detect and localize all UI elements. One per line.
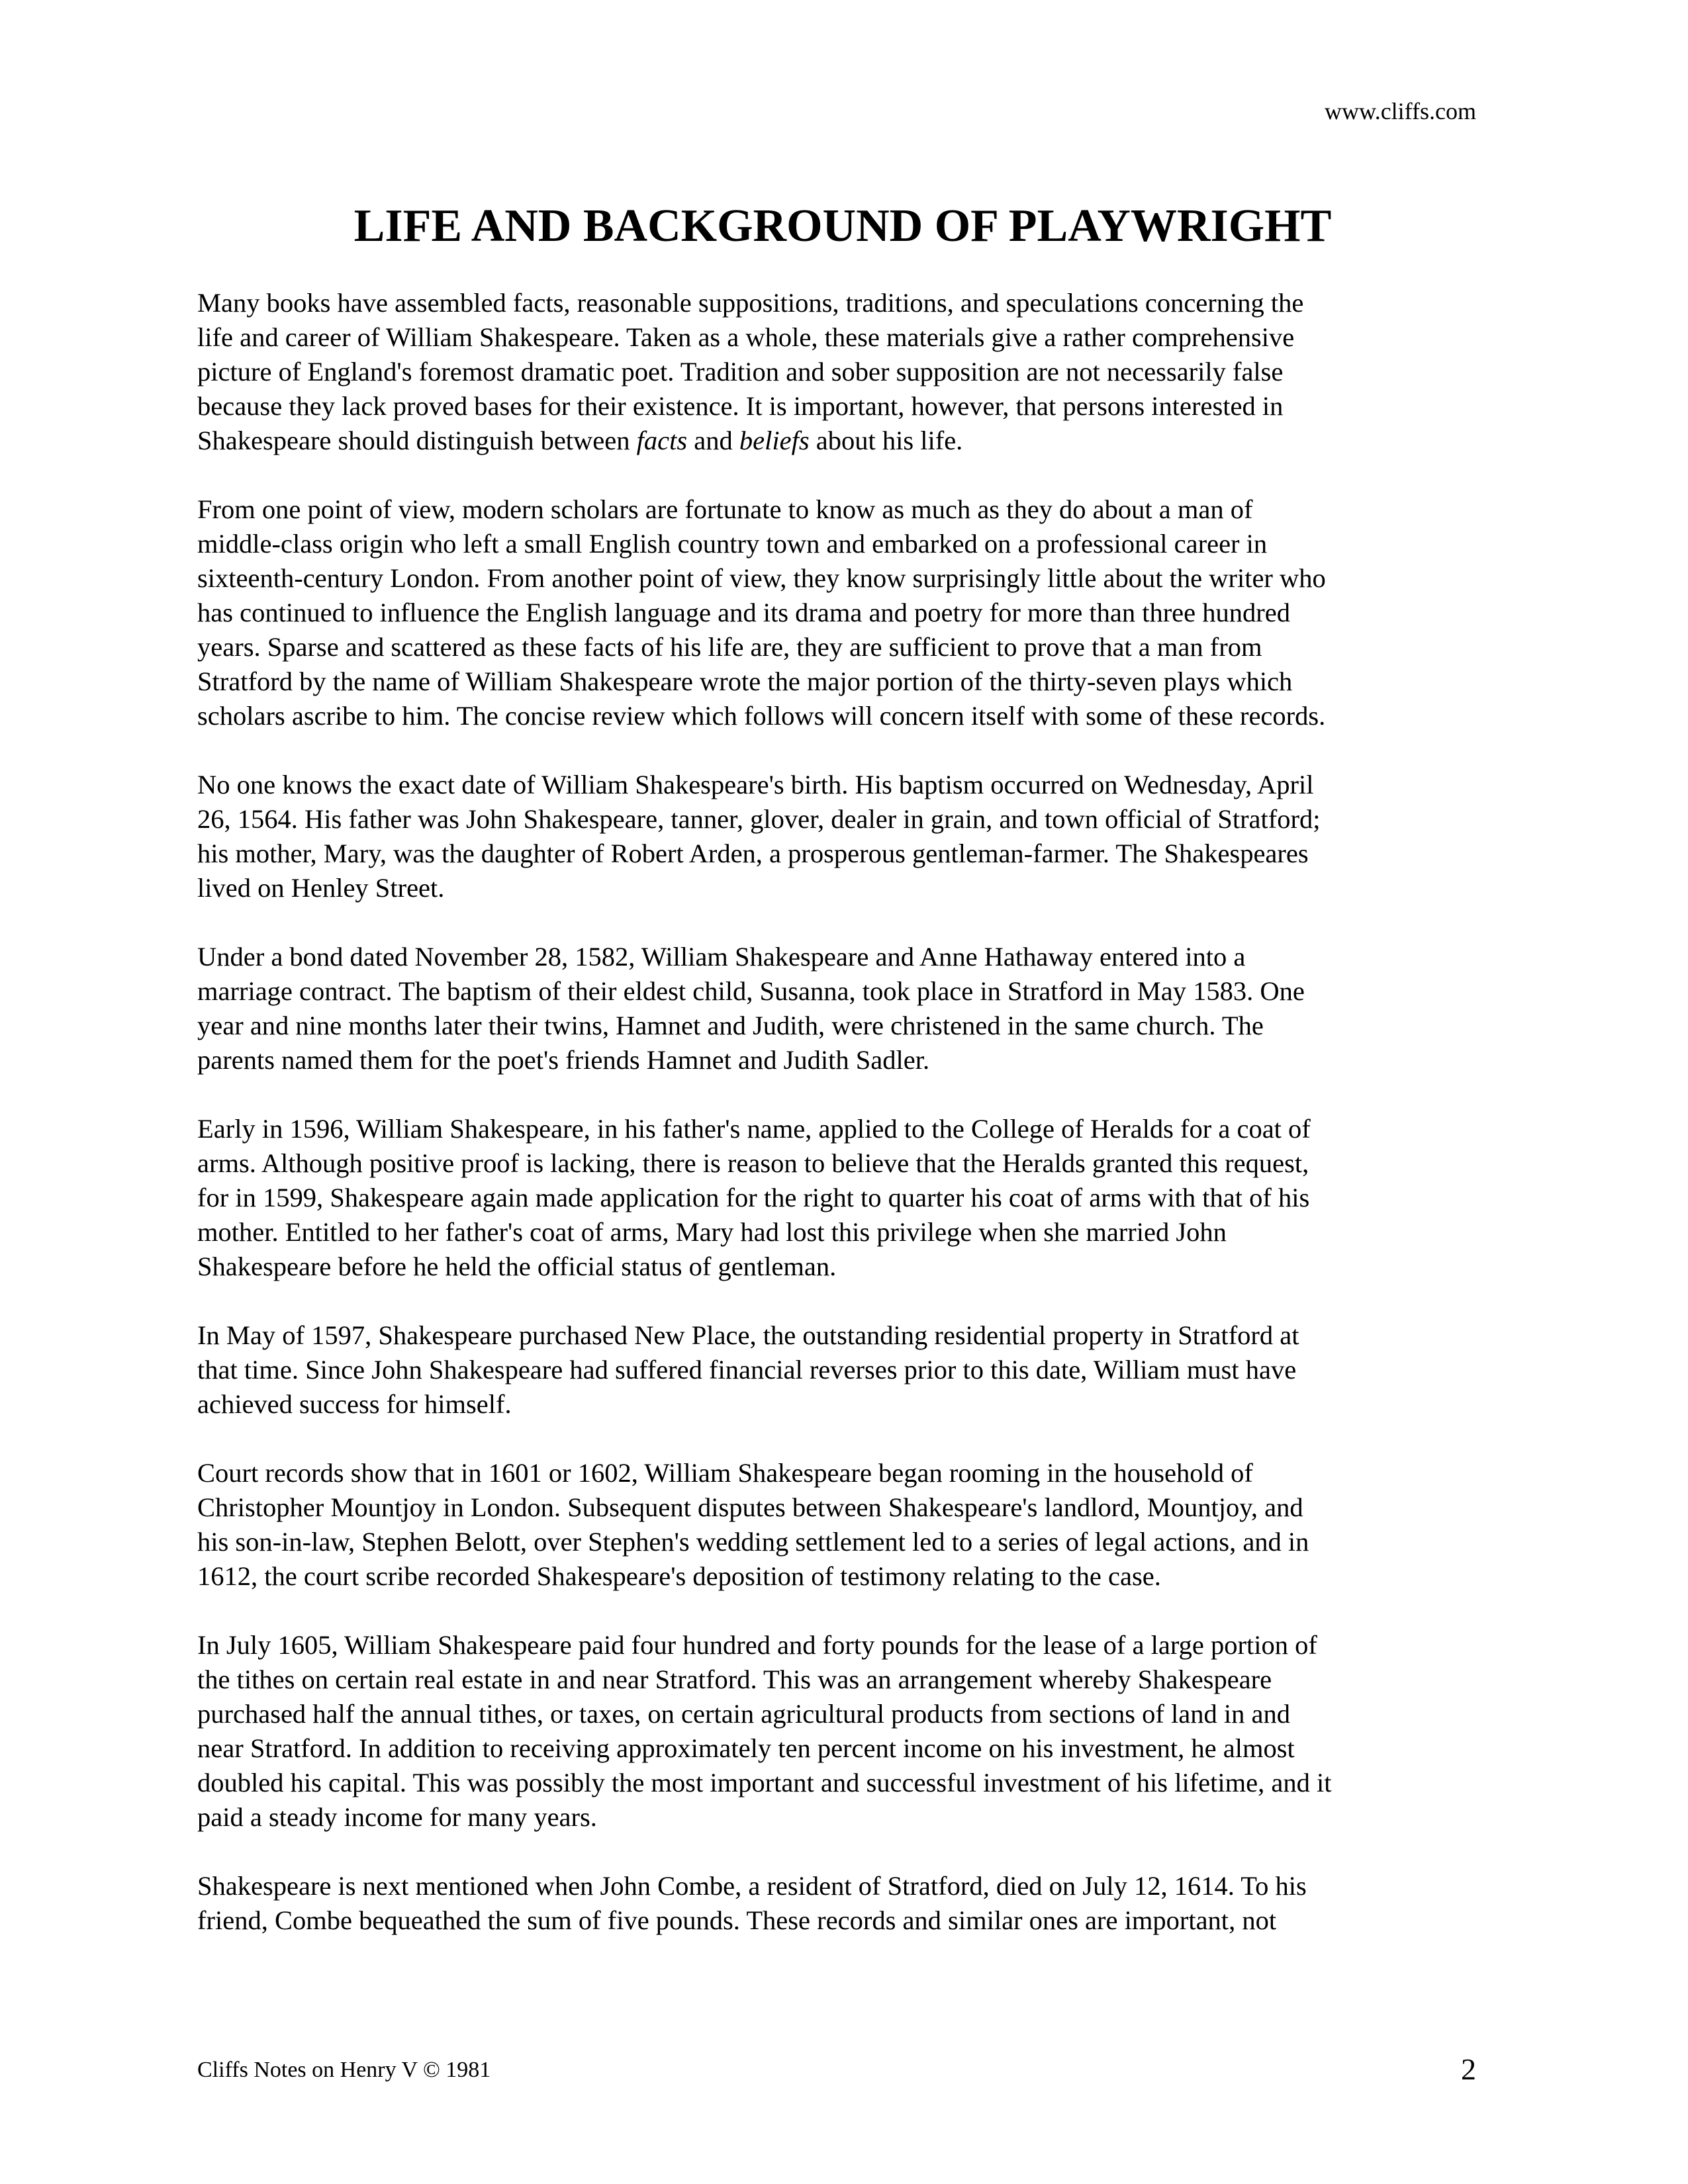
body-text <box>197 286 1495 1972</box>
paragraph-9 <box>197 1869 1495 1938</box>
text-line: 26, 1564. His father was John Shakespeare, tanner, glover, dealer in grain, and town official of Stratford; <box>197 804 1321 834</box>
text-line: for in 1599, Shakespeare again made application for the right to quarter his coat of arms with that of his <box>197 1183 1310 1212</box>
paragraph-2 <box>197 492 1495 733</box>
text-line: his mother, Mary, was the daughter of Robert Arden, a prosperous gentleman-farmer. The Shakespeares <box>197 839 1309 868</box>
text-line: life and career of William Shakespeare. Taken as a whole, these materials give a rather comprehensive <box>197 322 1295 352</box>
text-line: his son-in-law, Stephen Belott, over Stephen's wedding settlement led to a series of legal actions, and in <box>197 1527 1309 1557</box>
text-line: friend, Combe bequeathed the sum of five pounds. These records and similar ones are important, not <box>197 1905 1277 1935</box>
text-line: picture of England's foremost dramatic poet. Tradition and sober supposition are not necessarily false <box>197 357 1284 387</box>
paragraph-1 <box>197 286 1495 458</box>
text-line: 1612, the court scribe recorded Shakespeare's deposition of testimony relating to the case. <box>197 1561 1161 1591</box>
text-line: paid a steady income for many years. <box>197 1802 597 1832</box>
paragraph-7 <box>197 1456 1495 1594</box>
text-line: marriage contract. The baptism of their eldest child, Susanna, took place in Stratford in May 1583. One <box>197 976 1305 1006</box>
text-line <box>197 424 1495 458</box>
text-line: doubled his capital. This was possibly the most important and successful investment of his lifetime, and it <box>197 1768 1332 1797</box>
footer-source: Cliffs Notes on Henry V © 1981 <box>197 2058 491 2082</box>
paragraph-6 <box>197 1318 1495 1422</box>
text-line: Under a bond dated November 28, 1582, William Shakespeare and Anne Hathaway entered into a <box>197 942 1246 972</box>
text-line: arms. Although positive proof is lacking, there is reason to believe that the Heralds granted this request, <box>197 1148 1309 1178</box>
paragraph-8 <box>197 1628 1495 1835</box>
text-line: Stratford by the name of William Shakespeare wrote the major portion of the thirty-seven plays which <box>197 666 1293 696</box>
page-title: LIFE AND BACKGROUND OF PLAYWRIGHT <box>353 201 1332 251</box>
emphasis-beliefs: beliefs <box>739 426 810 455</box>
text-line: Court records show that in 1601 or 1602, William Shakespeare began rooming in the household of <box>197 1458 1253 1488</box>
text-line: Christopher Mountjoy in London. Subsequent disputes between Shakespeare's landlord, Mountjoy, and <box>197 1492 1303 1522</box>
text-line: In May of 1597, Shakespeare purchased New Place, the outstanding residential property in Stratford at <box>197 1320 1299 1350</box>
text-line: sixteenth-century London. From another point of view, they know surprisingly little about the writer who <box>197 563 1326 593</box>
text-line: Shakespeare before he held the official status of gentleman. <box>197 1251 837 1281</box>
text-line: middle-class origin who left a small English country town and embarked on a professional career in <box>197 529 1268 559</box>
text-line: purchased half the annual tithes, or taxes, on certain agricultural products from sections of land in and <box>197 1699 1290 1729</box>
paragraph-4 <box>197 940 1495 1077</box>
page-number: 2 <box>1461 2052 1476 2086</box>
paragraph-5 <box>197 1112 1495 1284</box>
text-line: mother. Entitled to her father's coat of arms, Mary had lost this privilege when she married John <box>197 1217 1227 1247</box>
header-url: www.cliffs.com <box>1325 98 1476 124</box>
text-line: No one knows the exact date of William Shakespeare's birth. His baptism occurred on Wednesday, April <box>197 770 1314 799</box>
text-line: lived on Henley Street. <box>197 873 445 903</box>
text-line: has continued to influence the English language and its drama and poetry for more than three hundred <box>197 598 1290 627</box>
emphasis-facts: facts <box>636 426 688 455</box>
text-line: because they lack proved bases for their existence. It is important, however, that persons interested in <box>197 391 1284 421</box>
text-line: parents named them for the poet's friends Hamnet and Judith Sadler. <box>197 1045 930 1075</box>
text-run: and <box>687 426 739 455</box>
text-line: Many books have assembled facts, reasonable suppositions, traditions, and speculations concerning the <box>197 288 1304 318</box>
text-line: In July 1605, William Shakespeare paid four hundred and forty pounds for the lease of a large portion of <box>197 1630 1317 1660</box>
text-line: that time. Since John Shakespeare had suffered financial reverses prior to this date, William must have <box>197 1355 1297 1385</box>
text-line: the tithes on certain real estate in and near Stratford. This was an arrangement whereby Shakespeare <box>197 1664 1272 1694</box>
text-line: Early in 1596, William Shakespeare, in his father's name, applied to the College of Heralds for a coat of <box>197 1114 1311 1144</box>
text-line: From one point of view, modern scholars are fortunate to know as much as they do about a man of <box>197 494 1253 524</box>
text-run: about his life. <box>809 426 963 455</box>
text-line: Shakespeare is next mentioned when John Combe, a resident of Stratford, died on July 12, 1614. To his <box>197 1871 1307 1901</box>
text-line: year and nine months later their twins, Hamnet and Judith, were christened in the same church. The <box>197 1011 1264 1040</box>
text-line: years. Sparse and scattered as these facts of his life are, they are sufficient to prove that a man from <box>197 632 1262 662</box>
text-run: Shakespeare should distinguish between <box>197 426 637 455</box>
text-line: achieved success for himself. <box>197 1389 512 1419</box>
text-line: scholars ascribe to him. The concise review which follows will concern itself with some of these records. <box>197 701 1326 731</box>
paragraph-3 <box>197 768 1495 905</box>
text-line: near Stratford. In addition to receiving approximately ten percent income on his investment, he almost <box>197 1733 1295 1763</box>
